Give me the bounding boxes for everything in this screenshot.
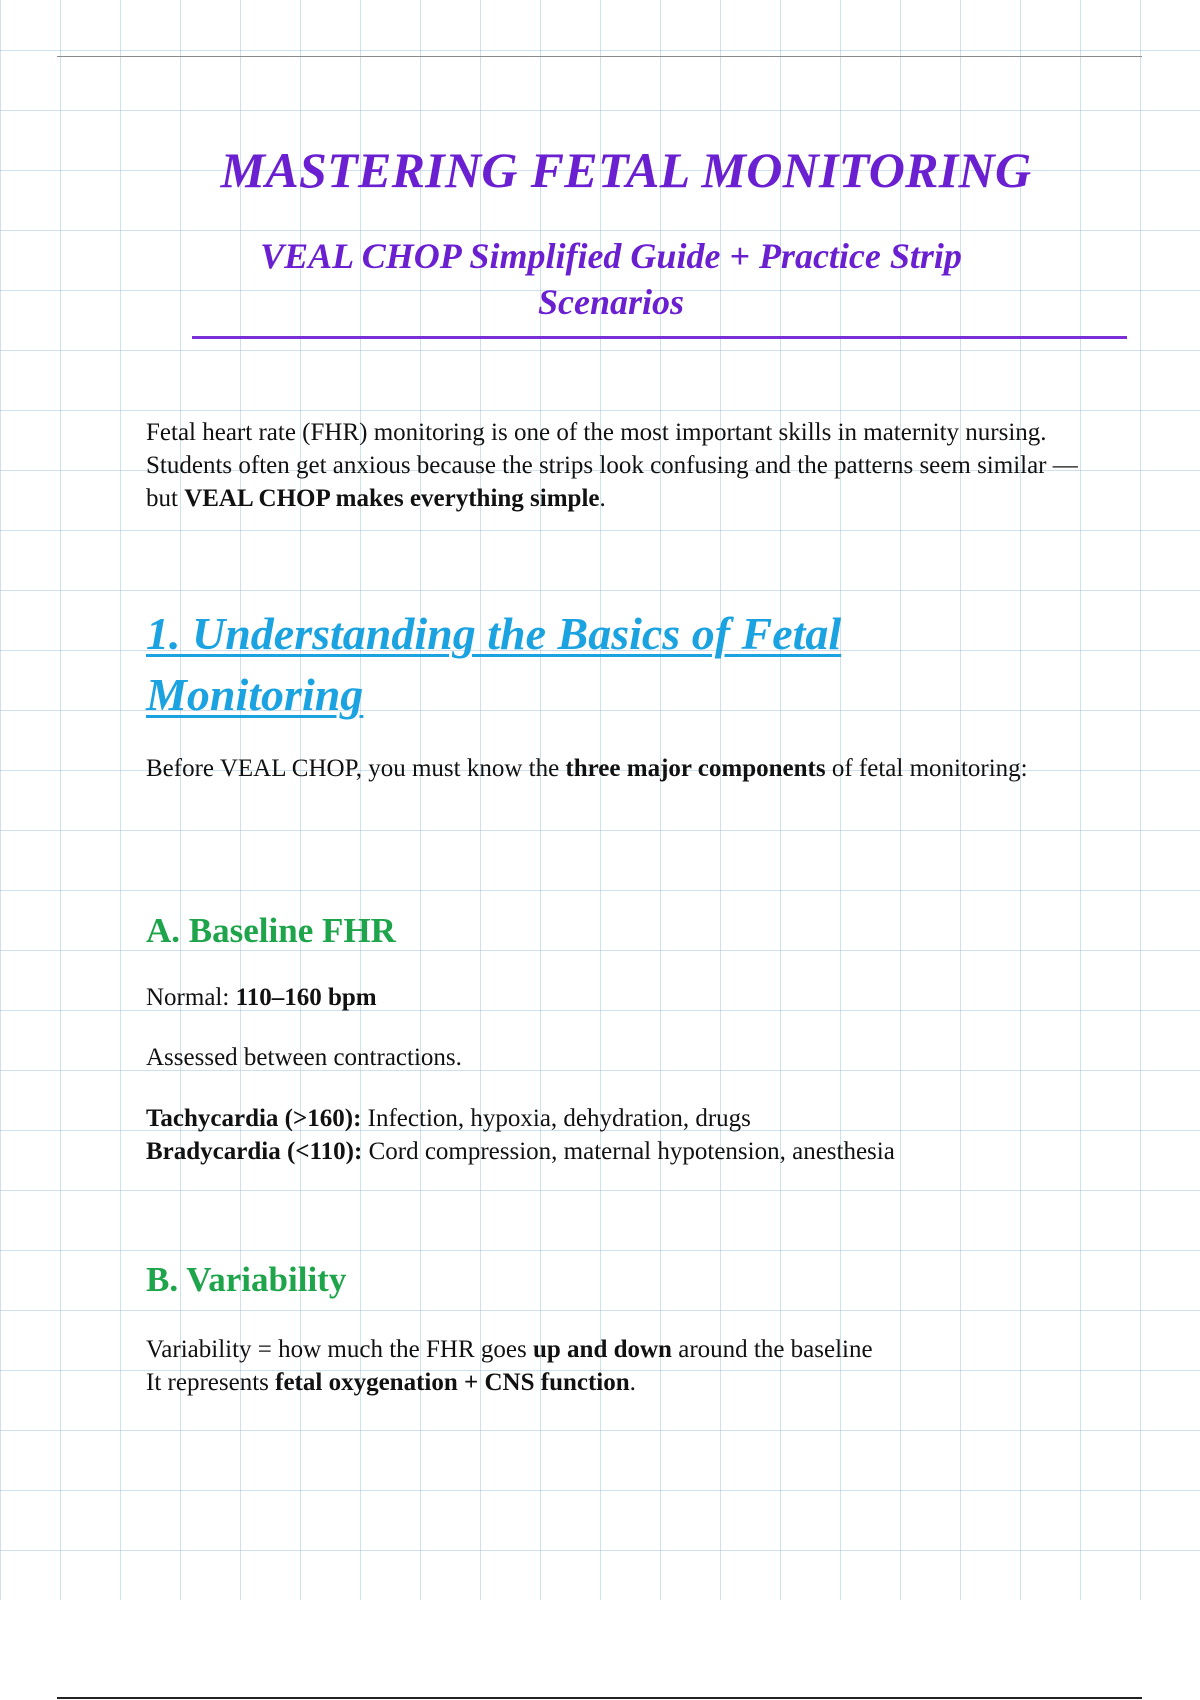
variability-text-2: around the baseline (671, 1336, 873, 1363)
variability-text-1: Variability = how much the FHR goes (146, 1336, 533, 1363)
section-1-intro (146, 752, 1066, 785)
bottom-rule (57, 1697, 1142, 1699)
section-1-intro-tail: of fetal monitoring: (825, 755, 1028, 782)
baseline-normal-range (146, 981, 1086, 1014)
normal-label: Normal: (146, 984, 236, 1011)
subtitle-underline (192, 336, 1127, 339)
baseline-assessed-note: Assessed between contractions. (146, 1044, 462, 1071)
variability-text-4: . (629, 1369, 636, 1396)
top-rule (57, 56, 1142, 57)
intro-paragraph (146, 416, 1086, 515)
variability-text-3: It represents (146, 1369, 276, 1396)
variability-emphasis-1: up and down (532, 1336, 672, 1363)
variability-definition (146, 1333, 1086, 1399)
normal-value: 110–160 bpm (235, 984, 377, 1011)
section-1-intro-emphasis: three major components (565, 755, 826, 782)
intro-text: Fetal heart rate (FHR) monitoring is one of the most important skills in maternity nursing. Students often get anxious because the strips look confusing and the patterns seem similar — but (146, 419, 1078, 512)
baseline-causes (146, 1102, 1086, 1168)
bradycardia-causes: Cord compression, maternal hypotension, anesthesia (362, 1138, 895, 1165)
section-1-heading: 1. Understanding the Basics of Fetal Monitoring (146, 608, 842, 720)
subsection-a-heading: A. Baseline FHR (146, 911, 396, 950)
intro-emphasis: VEAL CHOP makes everything simple (184, 485, 600, 512)
section-1-intro-text: Before VEAL CHOP, you must know the (146, 755, 566, 782)
tachycardia-label: Tachycardia (>160): (146, 1105, 362, 1132)
document-subtitle: VEAL CHOP Simplified Guide + Practice Strip Scenarios (260, 236, 962, 323)
intro-period: . (599, 485, 606, 512)
document-title: MASTERING FETAL MONITORING (220, 142, 1032, 198)
subsection-b-heading: B. Variability (146, 1260, 347, 1299)
variability-emphasis-2: fetal oxygenation + CNS function (275, 1369, 630, 1396)
bradycardia-label: Bradycardia (<110): (146, 1138, 363, 1165)
tachycardia-causes: Infection, hypoxia, dehydration, drugs (361, 1105, 751, 1132)
